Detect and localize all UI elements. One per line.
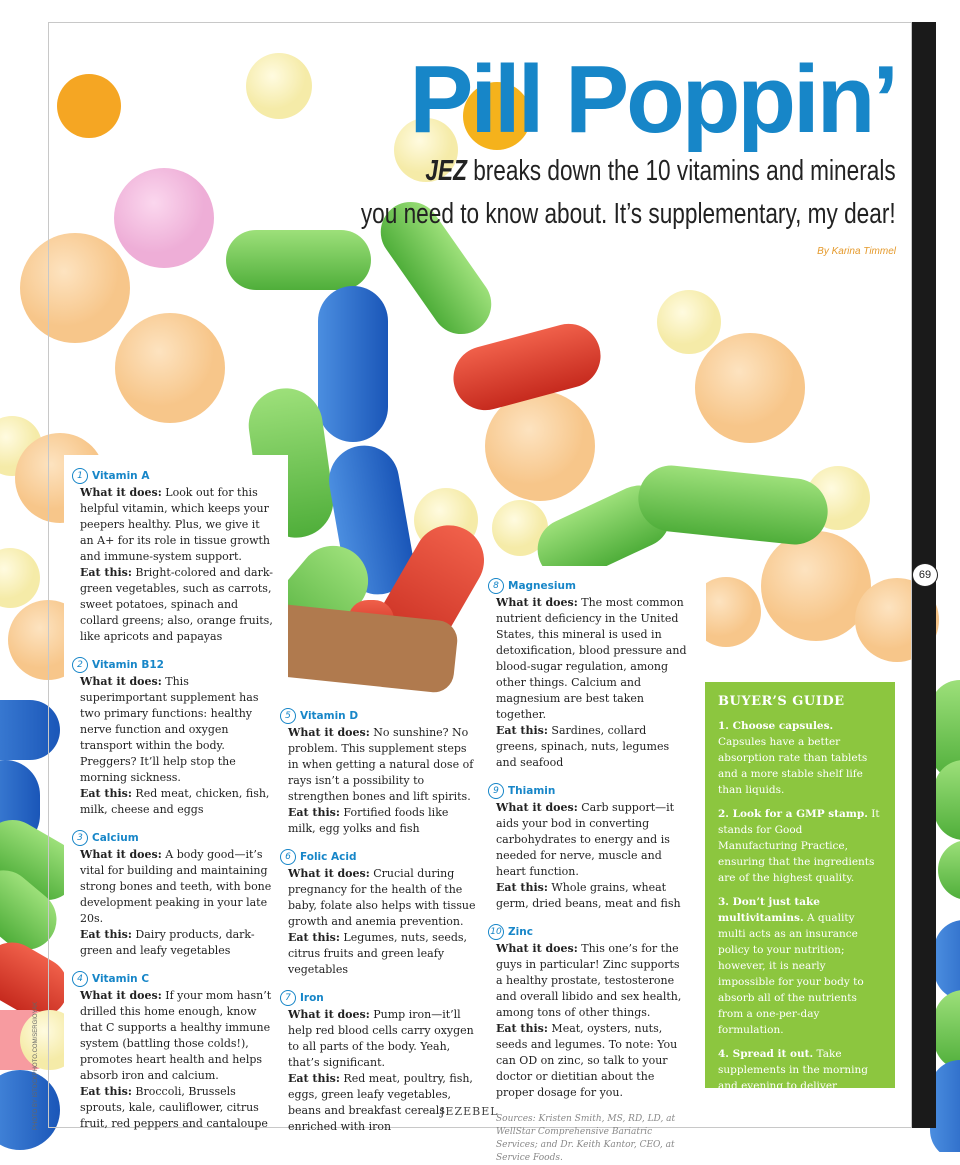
list-item: [77, 830, 276, 959]
item-name: Vitamin A: [92, 470, 150, 482]
list-item: [285, 849, 478, 978]
guide-item-head: 3. Don’t just take multivitamins.: [718, 896, 820, 924]
guide-item: [718, 1046, 882, 1126]
eat-text: Sardines, collard greens, spinach, nuts, legumes and seafood: [496, 724, 670, 769]
item-number-icon: 4: [72, 971, 88, 987]
item-number-icon: 6: [280, 849, 296, 865]
does-text: Look out for this helpful vitamin, which keeps your peepers healthy. Plus, we give it an A+ for its role in tissue growth and immune-system support.: [80, 486, 270, 563]
guide-item-head: 4. Spread it out.: [718, 1048, 814, 1060]
does-label: What it does:: [80, 675, 162, 688]
item-number-icon: 9: [488, 783, 504, 799]
publication-logo: JEZEBEL: [440, 1105, 499, 1118]
eat-label: Eat this:: [288, 1072, 340, 1085]
does-text: A body good—it’s vital for building and maintaining strong bones and teeth, with bone development peaking in your late 20s.: [80, 848, 272, 925]
does-text: No sunshine? No problem. This supplement steps in when getting a natural dose of rays isn’t a possibility to strengthen bones and lift spirits.: [288, 726, 474, 803]
eat-text: Broccoli, Brussels sprouts, kale, cauliflower, citrus fruit, red peppers and cantaloupe: [80, 1085, 268, 1130]
does-text: This superimportant supplement has two primary functions: healthy nerve function and oxygen transport within the body. Preggers? It’ll help stop the morning sickness.: [80, 675, 259, 784]
list-item: [490, 924, 688, 1101]
guide-item: [718, 894, 882, 1038]
subtitle-jez: JEZ: [425, 155, 468, 187]
eat-text: Dairy products, dark-green and leafy vegetables: [80, 928, 255, 957]
buyers-guide-box: [705, 682, 895, 1124]
eat-text: Fortified foods like milk, egg yolks and fish: [288, 806, 449, 835]
eat-label: Eat this:: [80, 787, 132, 800]
eat-label: Eat this:: [288, 931, 340, 944]
guide-item-body: Capsules have a better absorption rate than tablets and a more stable shelf life than liquids.: [718, 736, 868, 796]
does-text: Pump iron—it’ll help red blood cells carry oxygen to all parts of the body. Yeah, that’s significant.: [288, 1008, 474, 1069]
does-label: What it does:: [288, 1008, 370, 1021]
eat-label: Eat this:: [496, 1022, 548, 1035]
eat-text: Red meat, chicken, fish, milk, cheese and eggs: [80, 787, 270, 816]
does-label: What it does:: [80, 989, 162, 1002]
eat-label: Eat this:: [496, 724, 548, 737]
item-name: Iron: [300, 992, 324, 1004]
list-item: [77, 468, 276, 645]
eat-text: Whole grains, wheat germ, dried beans, meat and fish: [496, 881, 681, 910]
guide-item-head: 2. Look for a GMP stamp.: [718, 808, 868, 820]
list-item: [493, 783, 688, 912]
article-subtitle: [361, 150, 896, 236]
guide-item-body: It stands for Good Manufacturing Practice, ensuring that the ingredients are of the highest quality.: [718, 808, 880, 884]
item-name: Vitamin C: [92, 973, 150, 985]
photo-credit: PHOTO BY ISTOCKPHOTO.COM/SERGIOYAK: [33, 1001, 39, 1130]
item-number-icon: 10: [488, 924, 504, 940]
list-item: [493, 578, 688, 771]
sources-note: Sources: Kristen Smith, MS, RD, LD, at WellStar Comprehensive Bariatric Services; and Dr. Keith Kantor, CEO, at Service Foods.: [496, 1114, 676, 1163]
page-number: 69: [912, 563, 938, 587]
item-number-icon: 1: [72, 468, 88, 484]
list-item: [77, 657, 276, 818]
does-label: What it does:: [288, 726, 370, 739]
item-name: Folic Acid: [300, 851, 357, 863]
guide-item-head: 1. Choose capsules.: [718, 720, 834, 732]
does-label: What it does:: [80, 486, 162, 499]
column-middle: [285, 708, 478, 1147]
eat-label: Eat this:: [288, 806, 340, 819]
guide-item-body: A quality multi acts as an insurance policy to your nutrition; however, it is nearly impossible for your body to absorb all of the nutrients from a one-per-day formulation.: [718, 912, 864, 1036]
eat-label: Eat this:: [80, 928, 132, 941]
does-label: What it does:: [496, 596, 578, 609]
subtitle-line-2: you need to know about. It’s supplementary, my dear!: [361, 198, 896, 230]
eat-label: Eat this:: [496, 881, 548, 894]
item-number-icon: 2: [72, 657, 88, 673]
guide-item: [718, 718, 882, 798]
column-right: [490, 578, 688, 1165]
buyers-guide-title: BUYER’S GUIDE: [718, 694, 845, 709]
does-text: Carb support—it aids your bod in converting carbohydrates to energy and is needed for nerve, muscle and heart function.: [496, 801, 675, 878]
item-name: Thiamin: [508, 785, 556, 797]
byline: By Karina Timmel: [817, 246, 896, 257]
eat-text: Bright-colored and dark-green vegetables, such as carrots, sweet potatoes, spinach and collard greens; also, orange fruits, like apricots and papayas: [80, 566, 274, 643]
does-label: What it does:: [288, 867, 370, 880]
does-label: What it does:: [496, 801, 578, 814]
does-label: What it does:: [496, 942, 578, 955]
list-item: [285, 708, 478, 837]
guide-item: [718, 806, 882, 886]
item-number-icon: 8: [488, 578, 504, 594]
subtitle-line-1: breaks down the 10 vitamins and minerals: [467, 155, 896, 187]
article-title: Pill Poppin’: [409, 46, 896, 153]
list-item: [77, 971, 276, 1132]
item-number-icon: 5: [280, 708, 296, 724]
item-number-icon: 7: [280, 990, 296, 1006]
guide-item-body: Take supplements in the morning and evening to deliver nutrients throughout the day and increase absorption.: [718, 1048, 873, 1124]
does-label: What it does:: [80, 848, 162, 861]
eat-label: Eat this:: [80, 1085, 132, 1098]
does-text: The most common nutrient deficiency in the United States, this mineral is used in detoxification, blood pressure and blood-sugar regulation, among other things. Calcium and magnesium are best taken together.: [496, 596, 687, 721]
does-text: If your mom hasn’t drilled this home enough, know that C supports a healthy immune system (battling those colds!), promotes heart health and helps absorb iron and calcium.: [80, 989, 272, 1082]
item-number-icon: 3: [72, 830, 88, 846]
column-left: [77, 468, 276, 1144]
eat-text: Legumes, nuts, seeds, citrus fruits and green leafy vegetables: [288, 931, 468, 976]
does-text: This one’s for the guys in particular! Zinc supports a healthy prostate, testosterone and overall libido and sex health, among tons of other things.: [496, 942, 682, 1019]
does-text: Crucial during pregnancy for the health of the baby, folate also helps with tissue growth and anemia prevention.: [288, 867, 476, 928]
eat-label: Eat this:: [80, 566, 132, 579]
item-name: Vitamin D: [300, 710, 359, 722]
item-name: Vitamin B12: [92, 659, 164, 671]
eat-text: Meat, oysters, nuts, seeds and legumes. To note: You can OD on zinc, so talk to your doctor or dietitian about the proper dosage for you.: [496, 1022, 678, 1099]
eat-text: Red meat, poultry, fish, eggs, green leafy vegetables, beans and breakfast cereals enriched with iron: [288, 1072, 473, 1133]
item-name: Zinc: [508, 926, 533, 938]
item-name: Magnesium: [508, 580, 576, 592]
item-name: Calcium: [92, 832, 139, 844]
